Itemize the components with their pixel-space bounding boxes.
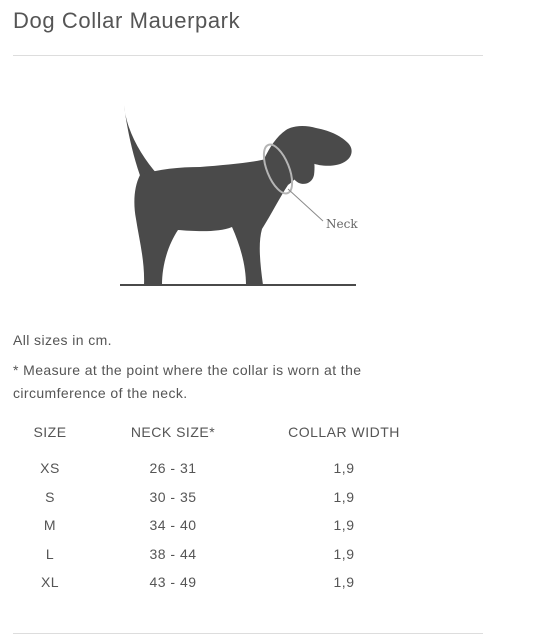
measure-note: * Measure at the point where the collar is worn at the circumference of the neck. (13, 362, 362, 401)
cell-neck-size: 30 - 35 (149, 488, 197, 505)
table-header-row (13, 418, 429, 446)
cell-size: XS (40, 460, 60, 477)
neck-label: Neck (326, 217, 358, 231)
cell-size: XL (40, 574, 60, 591)
cell-neck-size: 26 - 31 (149, 460, 197, 477)
cell-collar-width: 1,9 (333, 545, 355, 562)
table-row (13, 483, 429, 512)
header-size: SIZE (33, 424, 67, 440)
cell-collar-width: 1,9 (333, 574, 355, 591)
cell-neck-size: 43 - 49 (149, 574, 197, 591)
units-note: All sizes in cm. (13, 332, 112, 348)
table-row (13, 540, 429, 569)
header-collar-width: COLLAR WIDTH (288, 424, 400, 440)
cell-collar-width: 1,9 (333, 460, 355, 477)
cell-neck-size: 38 - 44 (149, 545, 197, 562)
divider-bottom (13, 633, 483, 634)
table-row (13, 511, 429, 540)
dog-silhouette-illustration (100, 95, 370, 295)
cell-neck-size: 34 - 40 (149, 517, 197, 534)
cell-size: M (43, 517, 57, 534)
page-title: Dog Collar Mauerpark (13, 8, 241, 33)
divider-top (13, 55, 483, 56)
cell-collar-width: 1,9 (333, 517, 355, 534)
header-neck-size: NECK SIZE* (130, 424, 216, 440)
cell-size: L (45, 545, 55, 562)
cell-size: S (45, 488, 55, 505)
table-row (13, 568, 429, 597)
cell-collar-width: 1,9 (333, 488, 355, 505)
table-row (13, 446, 429, 483)
size-table (13, 418, 429, 597)
